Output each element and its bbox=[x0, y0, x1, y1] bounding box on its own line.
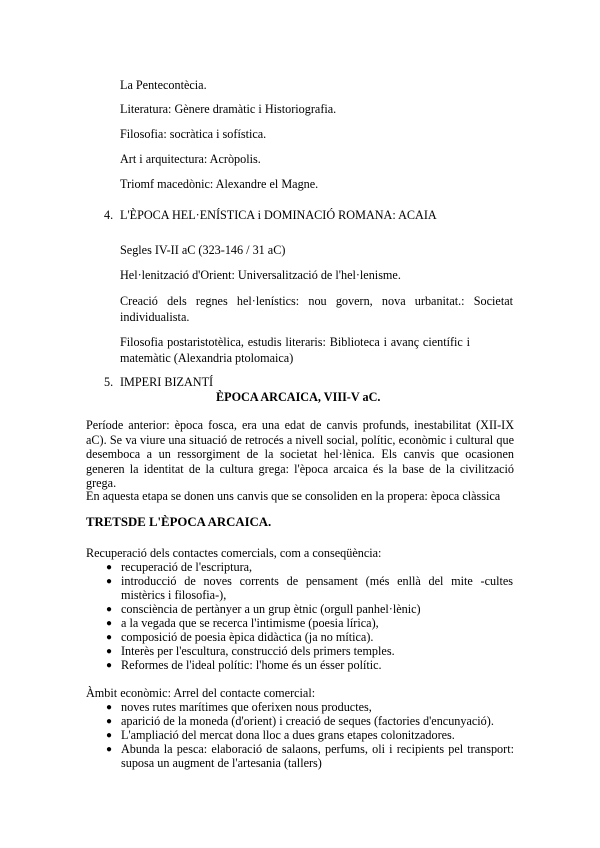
bullet-icon: ● bbox=[106, 702, 113, 713]
bullet-icon: ● bbox=[106, 646, 113, 657]
recuperacio-bullet-1: recuperació de l'escriptura, bbox=[121, 560, 253, 574]
ambit-bullet-2: aparició de la moneda (d'orient) i creació de seques (factories d'encunyació). bbox=[121, 714, 494, 728]
list-item-pentecontecia: La Pentecontècia. bbox=[120, 78, 207, 92]
recuperacio-bullet-6: Interès per l'escultura, construcció dels primers temples. bbox=[121, 644, 395, 658]
section-4-title: L'ÈPOCA HEL·ENÍSTICA i DOMINACIÓ ROMANA: ACAIA bbox=[120, 208, 437, 222]
paragraph-periode-anterior: Període anterior: època fosca, era una edat de canvis profunds, inestabilitat (XII-IX aC). Se va viure una situació de retrocés a nivell social, polític, econòmic i cultural que desemboca a un ressorgiment de la societat hel·lènica. Els canvis que ocasionen generen la identitat de la cultura grega: l'època arcaica és la base de la civilització grega. bbox=[86, 418, 514, 490]
list-item-filosofia: Filosofia: socràtica i sofística. bbox=[120, 127, 267, 141]
recuperacio-bullet-2: introducció de noves corrents de pensament (més enllà del mite -cultes mistèrics i filosofia-), bbox=[121, 574, 513, 602]
section-4-item-segles: Segles IV-II aC (323-146 / 31 aC) bbox=[120, 243, 286, 257]
bullet-icon: ● bbox=[106, 730, 113, 741]
section-4-item-hellenitzacio: Hel·lenització d'Orient: Universalització de l'hel·lenisme. bbox=[120, 268, 401, 282]
bullet-icon: ● bbox=[106, 618, 113, 629]
list-item-triomf: Triomf macedònic: Alexandre el Magne. bbox=[120, 177, 319, 191]
ambit-bullet-3: L'ampliació del mercat dona lloc a dues grans etapes colonitzadores. bbox=[121, 728, 455, 742]
heading-trets: TRETSDE L'ÈPOCA ARCAICA. bbox=[86, 515, 272, 529]
bullet-icon: ● bbox=[106, 576, 113, 587]
ambit-bullet-1: noves rutes marítimes que oferixen nous productes, bbox=[121, 700, 372, 714]
list-item-art: Art i arquitectura: Acròpolis. bbox=[120, 152, 261, 166]
bullet-icon: ● bbox=[106, 632, 113, 643]
recuperacio-intro: Recuperació dels contactes comercials, com a conseqüència: bbox=[86, 546, 382, 560]
bullet-icon: ● bbox=[106, 716, 113, 727]
recuperacio-bullet-3: consciència de pertànyer a un grup ètnic (orgull panhel·lènic) bbox=[121, 602, 421, 616]
bullet-icon: ● bbox=[106, 562, 113, 573]
ambit-bullet-4: Abunda la pesca: elaboració de salaons, perfums, oli i recipients pel transport: suposa un augment de l'artesania (tallers) bbox=[121, 742, 514, 770]
bullet-icon: ● bbox=[106, 744, 113, 755]
recuperacio-bullet-4: a la vegada que se recerca l'intimisme (poesia lírica), bbox=[121, 616, 379, 630]
bullet-icon: ● bbox=[106, 604, 113, 615]
ambit-intro: Àmbit econòmic: Arrel del contacte comercial: bbox=[86, 686, 316, 700]
heading-epoca-arcaica: ÈPOCA ARCAICA, VIII-V aC. bbox=[216, 390, 381, 404]
bullet-icon: ● bbox=[106, 660, 113, 671]
section-4-item-regnes: Creació dels regnes hel·lenístics: nou govern, nova urbanitat.: Societat individualista. bbox=[120, 294, 513, 324]
section-4-item-filosofia: Filosofia postaristotèlica, estudis literaris: Biblioteca i avanç científic i matemàtic (Alexandria ptolomaica) bbox=[120, 335, 470, 365]
section-4-number: 4. bbox=[104, 208, 114, 222]
recuperacio-bullet-5: composició de poesia èpica didàctica (ja no mítica). bbox=[121, 630, 374, 644]
recuperacio-bullet-7: Reformes de l'ideal polític: l'home és un ésser polític. bbox=[121, 658, 382, 672]
section-5-number: 5. bbox=[104, 375, 114, 389]
paragraph-canvis: En aquesta etapa se donen uns canvis que se consoliden en la propera: època clàssica bbox=[86, 489, 501, 503]
list-item-literatura: Literatura: Gènere dramàtic i Historiografia. bbox=[120, 102, 337, 116]
section-5-title: IMPERI BIZANTÍ bbox=[120, 375, 214, 389]
